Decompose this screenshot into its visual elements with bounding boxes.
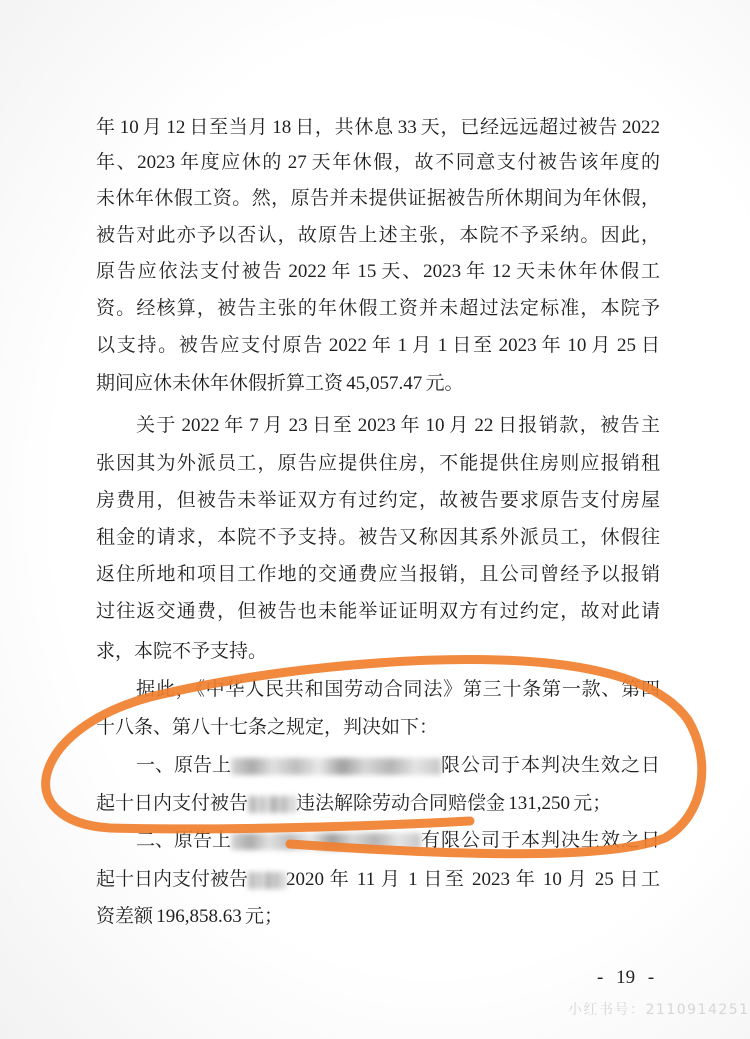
body-line: 求，本院不予支持。 (96, 641, 268, 662)
body-line: 未休年休假工资。然，原告并未提供证据被告所休期间为年休假， (96, 188, 660, 209)
body-line: 房费用，但被告未举证双方有过约定，故被告要求原告支付房屋 (96, 490, 660, 511)
judgment-item-1-line-2 (96, 791, 611, 817)
judgment-text: 2020 年 11 月 1 日至 2023 年 10 月 25 日工 (286, 869, 660, 890)
judgment-text: 有限公司于本判决生效之日 (421, 830, 660, 851)
body-line: 年、2023 年度应休的 27 天年休假，故不同意支付被告该年度的 (96, 152, 660, 173)
body-line: 过往返交通费，但被告也未能举证证明双方有过约定，故对此请 (96, 601, 660, 622)
body-line: 被告对此亦予以否认，故原告上述主张，本院不予采纳。因此， (96, 225, 660, 246)
body-line: 张因其为外派员工，原告应提供住房，不能提供住房则应报销租 (96, 453, 660, 474)
body-line: 以支持。被告应支付原告 2022 年 1 月 1 日至 2023 年 10 月 25 日 (96, 335, 660, 356)
body-line: 据此，《中华人民共和国劳动合同法》第三十条第一款、第四 (136, 679, 660, 700)
body-line: 关于 2022 年 7 月 23 日至 2023 年 10 月 22 日报销款，被告主 (136, 415, 660, 436)
body-line: 年 10 月 12 日至当月 18 日，共休息 33 天，已经远远超过被告 2022 (96, 117, 660, 138)
body-line: 原告应依法支付被告 2022 年 15 天、2023 年 12 天未休年休假工 (96, 261, 660, 282)
body-line: 租金的请求，本院不予支持。被告又称因其系外派员工，休假往 (96, 527, 660, 548)
body-line: 返住所地和项目工作地的交通费应当报销，且公司曾经予以报销 (96, 564, 660, 585)
body-line: 期间应休未休年休假折算工资 45,057.47 元。 (96, 373, 464, 394)
judgment-text: 限公司于本判决生效之日 (441, 755, 660, 776)
judgment-item-2-line-1 (136, 828, 660, 854)
judgment-item-2-line-3: 资差额 196,858.63 元； (96, 906, 284, 927)
judgment-item-1-line-1 (136, 753, 660, 779)
judgment-text: 起十日内支付被告 (96, 793, 249, 814)
judgment-text: 违法解除劳动合同赔偿金 131,250 元； (296, 793, 612, 814)
redacted-name (248, 872, 286, 889)
page-number: - 19 - (597, 967, 655, 988)
redacted-name (248, 796, 296, 813)
judgment-item-2-line-2 (96, 867, 660, 893)
body-line: 十八条、第八十七条之规定，判决如下： (96, 717, 439, 738)
watermark: 小红书号：2110914251 (568, 1002, 750, 1018)
judgment-text: 起十日内支付被告 (96, 869, 249, 890)
redacted-name (231, 833, 421, 850)
body-line: 资。经核算，被告主张的年休假工资并未超过法定标准，本院予 (96, 298, 660, 319)
redacted-name (231, 758, 441, 775)
judgment-text: 一、原告上 (136, 755, 232, 776)
judgment-text: 二、原告上 (136, 830, 232, 851)
